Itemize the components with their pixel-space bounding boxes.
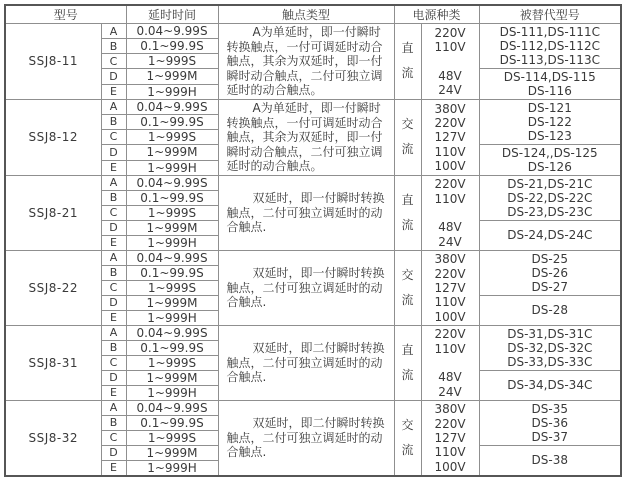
replaced-model: DS-37 bbox=[531, 429, 569, 444]
replaced-model: DS-124,,DS-125 bbox=[501, 146, 598, 161]
power-type: 交流 bbox=[401, 117, 414, 157]
voltage-value: 24V bbox=[438, 83, 462, 98]
delay-letter: B bbox=[101, 340, 126, 355]
voltage-value: 380V bbox=[434, 402, 466, 417]
power-type: 直流 bbox=[401, 41, 414, 81]
voltage-value: 220V bbox=[434, 416, 466, 431]
spec-table bbox=[4, 4, 622, 477]
voltage-list bbox=[422, 327, 479, 399]
contact-line: 转换触点，一付可调延时动合 bbox=[226, 115, 383, 130]
replaced-models-cell bbox=[479, 445, 621, 476]
replaced-model: DS-22,DS-22C bbox=[507, 190, 593, 205]
voltage-list bbox=[422, 252, 479, 324]
delay-time: 1~999S bbox=[126, 355, 218, 370]
voltage-cell bbox=[421, 24, 479, 100]
delay-time: 1~999H bbox=[126, 84, 218, 99]
contact-line: 触点，二付可独立调延时的动 bbox=[226, 280, 383, 295]
table-row bbox=[5, 325, 621, 340]
delay-letter: A bbox=[101, 400, 126, 415]
delay-letter: A bbox=[101, 99, 126, 114]
contact-line: A为单延时，即一付瞬时 bbox=[252, 100, 381, 115]
replaced-models-cell bbox=[479, 325, 621, 370]
delay-time: 0.1~99.9S bbox=[126, 415, 218, 430]
contact-line: 合触点. bbox=[226, 445, 267, 460]
delay-letter: D bbox=[101, 370, 126, 385]
replaced-models-cell bbox=[479, 250, 621, 295]
voltage-value bbox=[422, 356, 479, 370]
voltage-value: 100V bbox=[434, 459, 466, 474]
delay-letter: A bbox=[101, 175, 126, 190]
voltage-list bbox=[422, 402, 479, 474]
delay-time: 1~999M bbox=[126, 144, 218, 160]
voltage-value: 48V bbox=[438, 370, 462, 385]
delay-time: 1~999S bbox=[126, 129, 218, 144]
replaced-models-cell bbox=[479, 69, 621, 100]
delay-time: 1~999H bbox=[126, 460, 218, 476]
power-type: 交流 bbox=[401, 417, 414, 457]
contact-type-cell bbox=[218, 99, 394, 175]
delay-time: 1~999H bbox=[126, 160, 218, 175]
replaced-model: DS-31,DS-31C bbox=[507, 326, 593, 341]
contact-line: 双延时，即一付瞬时转换 bbox=[252, 266, 385, 281]
delay-letter: B bbox=[101, 39, 126, 54]
replaced-model: DS-116 bbox=[527, 84, 572, 99]
delay-time: 0.04~9.99S bbox=[126, 99, 218, 114]
contact-line: 触点，其余为双延时，即一付 bbox=[226, 130, 383, 145]
voltage-value: 220V bbox=[434, 25, 466, 40]
delay-time: 1~999M bbox=[126, 370, 218, 385]
replaced-list bbox=[480, 70, 621, 97]
delay-letter: E bbox=[101, 160, 126, 175]
delay-time: 0.04~9.99S bbox=[126, 325, 218, 340]
replaced-model: DS-123 bbox=[527, 128, 572, 143]
delay-time: 0.1~99.9S bbox=[126, 340, 218, 355]
delay-time: 0.04~9.99S bbox=[126, 400, 218, 415]
model-cell: SSJ8-11 bbox=[5, 24, 101, 100]
replaced-models-cell bbox=[479, 99, 621, 144]
col-header-model: 型号 bbox=[5, 5, 126, 24]
replaced-model: DS-113,DS-113C bbox=[499, 53, 600, 67]
voltage-value: 48V bbox=[438, 68, 462, 83]
delay-time: 0.1~99.9S bbox=[126, 190, 218, 205]
replaced-list bbox=[480, 146, 621, 173]
table-row bbox=[5, 99, 621, 114]
delay-letter: B bbox=[101, 415, 126, 430]
voltage-value: 100V bbox=[434, 309, 466, 324]
replaced-list bbox=[480, 25, 621, 67]
voltage-cell bbox=[421, 325, 479, 400]
replaced-model: DS-111,DS-111C bbox=[499, 25, 600, 39]
delay-letter: C bbox=[101, 205, 126, 220]
contact-line: A为单延时，即一付瞬时 bbox=[252, 25, 381, 39]
voltage-list bbox=[422, 25, 479, 97]
power-type-cell bbox=[394, 175, 421, 250]
delay-time: 1~999M bbox=[126, 69, 218, 85]
delay-letter: D bbox=[101, 69, 126, 85]
contact-type-text bbox=[219, 265, 394, 311]
replaced-model: DS-121 bbox=[527, 100, 572, 115]
delay-time: 1~999S bbox=[126, 54, 218, 69]
delay-letter: E bbox=[101, 235, 126, 250]
delay-letter: D bbox=[101, 445, 126, 460]
replaced-list bbox=[480, 177, 621, 219]
delay-letter: A bbox=[101, 325, 126, 340]
delay-time: 0.04~9.99S bbox=[126, 24, 218, 39]
contact-line: 双延时，即二付瞬时转换 bbox=[252, 341, 385, 356]
voltage-list bbox=[422, 101, 479, 173]
delay-letter: D bbox=[101, 295, 126, 310]
voltage-value: 24V bbox=[438, 384, 462, 399]
replaced-list bbox=[480, 252, 621, 294]
contact-line: 双延时，即二付瞬时转换 bbox=[252, 416, 385, 431]
col-header-delay: 延时时间 bbox=[126, 5, 218, 24]
voltage-value: 24V bbox=[438, 234, 462, 249]
contact-type-cell bbox=[218, 250, 394, 325]
voltage-value: 127V bbox=[434, 280, 466, 295]
replaced-list bbox=[480, 447, 621, 474]
col-header-contact: 触点类型 bbox=[218, 5, 394, 24]
model-cell: SSJ8-32 bbox=[5, 400, 101, 476]
contact-type-text bbox=[219, 24, 394, 99]
model-cell: SSJ8-31 bbox=[5, 325, 101, 400]
contact-line: 触点，二付可独立调延时的动 bbox=[226, 430, 383, 445]
replaced-models-cell bbox=[479, 400, 621, 445]
delay-letter: B bbox=[101, 114, 126, 129]
delay-time: 0.1~99.9S bbox=[126, 114, 218, 129]
replaced-model: DS-28 bbox=[531, 303, 569, 318]
model-cell: SSJ8-12 bbox=[5, 99, 101, 175]
voltage-value: 110V bbox=[434, 144, 466, 159]
col-header-power: 电源种类 bbox=[394, 5, 479, 24]
voltage-list bbox=[422, 177, 479, 249]
voltage-value bbox=[422, 206, 479, 220]
delay-time: 1~999S bbox=[126, 205, 218, 220]
replaced-models-cell bbox=[479, 175, 621, 220]
delay-letter: E bbox=[101, 84, 126, 99]
replaced-models-cell bbox=[479, 370, 621, 400]
contact-line: 触点，二付可独立调延时的动 bbox=[226, 205, 383, 220]
contact-line: 转换触点，一付可调延时动合 bbox=[226, 39, 383, 54]
voltage-value: 110V bbox=[434, 295, 466, 310]
delay-letter: D bbox=[101, 220, 126, 235]
replaced-models-cell bbox=[479, 295, 621, 325]
contact-type-cell bbox=[218, 24, 394, 100]
voltage-cell bbox=[421, 400, 479, 476]
power-type-cell bbox=[394, 325, 421, 400]
replaced-model: DS-25 bbox=[531, 251, 569, 266]
voltage-value: 220V bbox=[434, 327, 466, 342]
replaced-model: DS-126 bbox=[527, 160, 572, 175]
delay-time: 0.1~99.9S bbox=[126, 265, 218, 280]
contact-line: 双延时，即一付瞬时转换 bbox=[252, 191, 385, 206]
delay-letter: C bbox=[101, 355, 126, 370]
delay-time: 1~999M bbox=[126, 295, 218, 310]
contact-type-text bbox=[219, 415, 394, 461]
contact-type-text bbox=[219, 190, 394, 236]
delay-letter: C bbox=[101, 54, 126, 69]
voltage-value: 127V bbox=[434, 430, 466, 445]
delay-time: 1~999H bbox=[126, 385, 218, 400]
power-type-cell bbox=[394, 400, 421, 476]
contact-type-text bbox=[219, 340, 394, 386]
contact-line: 合触点. bbox=[226, 220, 267, 235]
replaced-model: DS-27 bbox=[531, 279, 569, 294]
delay-letter: E bbox=[101, 310, 126, 325]
replaced-models-cell bbox=[479, 220, 621, 250]
contact-line: 延时的动合触点。 bbox=[226, 83, 323, 98]
contact-type-cell bbox=[218, 325, 394, 400]
delay-time: 0.04~9.99S bbox=[126, 250, 218, 265]
table-row bbox=[5, 24, 621, 39]
replaced-list bbox=[480, 327, 621, 369]
contact-line: 瞬时动合触点，二付可独立调 bbox=[226, 68, 383, 83]
contact-line: 延时的动合触点。 bbox=[226, 159, 323, 174]
voltage-value: 380V bbox=[434, 101, 466, 116]
voltage-value: 127V bbox=[434, 130, 466, 145]
delay-time: 1~999S bbox=[126, 430, 218, 445]
voltage-value bbox=[422, 54, 479, 68]
voltage-cell bbox=[421, 99, 479, 175]
contact-line: 合触点. bbox=[226, 295, 267, 310]
power-type-cell bbox=[394, 99, 421, 175]
replaced-model: DS-26 bbox=[531, 265, 569, 280]
replaced-model: DS-34,DS-34C bbox=[507, 378, 593, 393]
replaced-list bbox=[480, 101, 621, 143]
voltage-value: 110V bbox=[434, 191, 466, 206]
delay-letter: D bbox=[101, 144, 126, 160]
replaced-model: DS-24,DS-24C bbox=[507, 228, 593, 243]
voltage-value: 48V bbox=[438, 220, 462, 235]
replaced-model: DS-112,DS-112C bbox=[499, 39, 600, 53]
delay-time: 1~999H bbox=[126, 235, 218, 250]
replaced-models-cell bbox=[479, 24, 621, 69]
delay-letter: A bbox=[101, 24, 126, 39]
replaced-model: DS-38 bbox=[531, 453, 569, 468]
voltage-value: 220V bbox=[434, 116, 466, 131]
voltage-value: 100V bbox=[434, 159, 466, 174]
table-row bbox=[5, 250, 621, 265]
contact-type-cell bbox=[218, 175, 394, 250]
delay-letter: C bbox=[101, 129, 126, 144]
replaced-model: DS-36 bbox=[531, 415, 569, 430]
contact-type-cell bbox=[218, 400, 394, 476]
replaced-list bbox=[480, 297, 621, 324]
voltage-value: 380V bbox=[434, 252, 466, 267]
replaced-model: DS-114,DS-115 bbox=[503, 70, 596, 85]
replaced-model: DS-122 bbox=[527, 114, 572, 129]
delay-time: 0.04~9.99S bbox=[126, 175, 218, 190]
table-row bbox=[5, 400, 621, 415]
power-type: 交流 bbox=[401, 267, 414, 307]
delay-letter: B bbox=[101, 265, 126, 280]
delay-letter: E bbox=[101, 385, 126, 400]
replaced-model: DS-21,DS-21C bbox=[507, 176, 593, 191]
delay-time: 1~999S bbox=[126, 280, 218, 295]
delay-letter: C bbox=[101, 430, 126, 445]
delay-letter: C bbox=[101, 280, 126, 295]
delay-time: 1~999M bbox=[126, 445, 218, 460]
voltage-value: 220V bbox=[434, 266, 466, 281]
replaced-model: DS-35 bbox=[531, 401, 569, 416]
power-type: 直流 bbox=[401, 192, 414, 232]
contact-type-text bbox=[219, 100, 394, 175]
replaced-list bbox=[480, 402, 621, 444]
table-row bbox=[5, 175, 621, 190]
voltage-value: 110V bbox=[434, 40, 466, 55]
model-cell: SSJ8-22 bbox=[5, 250, 101, 325]
col-header-replaced: 被替代型号 bbox=[479, 5, 621, 24]
contact-line: 触点，其余为双延时，即一付 bbox=[226, 54, 383, 69]
delay-time: 1~999H bbox=[126, 310, 218, 325]
voltage-cell bbox=[421, 250, 479, 325]
voltage-value: 110V bbox=[434, 341, 466, 356]
replaced-model: DS-33,DS-33C bbox=[507, 354, 593, 369]
delay-time: 1~999M bbox=[126, 220, 218, 235]
replaced-list bbox=[480, 222, 621, 249]
delay-letter: B bbox=[101, 190, 126, 205]
voltage-value: 220V bbox=[434, 177, 466, 192]
contact-line: 触点，二付可独立调延时的动 bbox=[226, 355, 383, 370]
delay-time: 0.1~99.9S bbox=[126, 39, 218, 54]
replaced-model: DS-23,DS-23C bbox=[507, 204, 593, 219]
replaced-models-cell bbox=[479, 144, 621, 175]
delay-letter: E bbox=[101, 460, 126, 476]
replaced-list bbox=[480, 372, 621, 399]
power-type-cell bbox=[394, 24, 421, 100]
header-row bbox=[5, 5, 621, 24]
replaced-model: DS-32,DS-32C bbox=[507, 340, 593, 355]
power-type-cell bbox=[394, 250, 421, 325]
power-type: 直流 bbox=[401, 342, 414, 382]
voltage-cell bbox=[421, 175, 479, 250]
contact-line: 瞬时动合触点，二付可独立调 bbox=[226, 144, 383, 159]
model-cell: SSJ8-21 bbox=[5, 175, 101, 250]
contact-line: 合触点. bbox=[226, 370, 267, 385]
voltage-value: 110V bbox=[434, 445, 466, 460]
delay-letter: A bbox=[101, 250, 126, 265]
